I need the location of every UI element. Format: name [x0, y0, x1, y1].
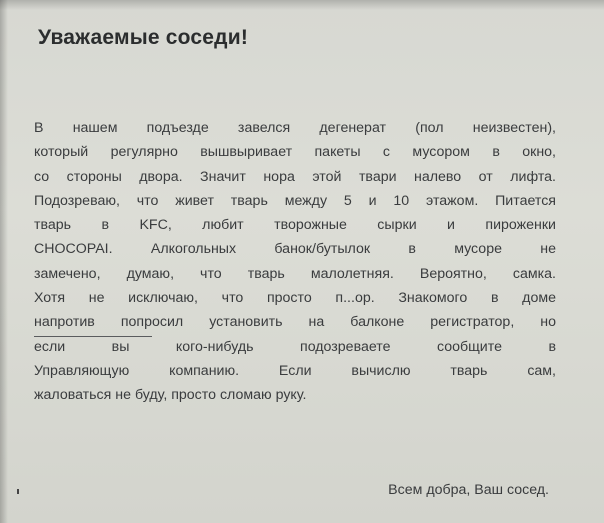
notice-line: со стороны двора. Значит нора этой твари налево от лифта. [34, 168, 556, 185]
notice-line: Управляющую компанию. Если вычислю тварь сам, [34, 362, 556, 379]
notice-line: Подозреваю, что живет тварь между 5 и 10 этажом. Питается [34, 192, 556, 209]
notice-body [34, 116, 556, 408]
notice-line: замечено, думаю, что тварь малолетняя. Вероятно, самка. [34, 265, 556, 282]
notice-line: который регулярно вышвыривает пакеты с мусором в окно, [34, 144, 556, 161]
notice-line: Хотя не исключаю, что просто п...ор. Знакомого в доме [34, 290, 556, 307]
notice-line: CHOCOPAI. Алкогольных банок/бутылок в мусоре не [34, 241, 556, 258]
notice-line: В нашем подъезде завелся дегенерат (пол неизвестен), [34, 120, 556, 136]
notice-line: если вы кого-нибудь подозреваете сообщите в [34, 338, 556, 355]
pen-mark [34, 336, 152, 337]
notice-signature: Всем добра, Ваш сосед. [388, 482, 549, 498]
notice-line: напротив попросил установить на балконе регистратор, но [34, 314, 556, 331]
notice-title: Уважаемые соседи! [38, 26, 249, 49]
paper-shadow-top [0, 0, 604, 10]
notice-line: жаловаться не буду, просто сломаю руку. [34, 387, 307, 404]
notice-line: тварь в KFC, любит творожные сырки и пироженки [34, 217, 556, 234]
pen-dot [17, 489, 19, 494]
paper-shadow-left [0, 0, 8, 523]
